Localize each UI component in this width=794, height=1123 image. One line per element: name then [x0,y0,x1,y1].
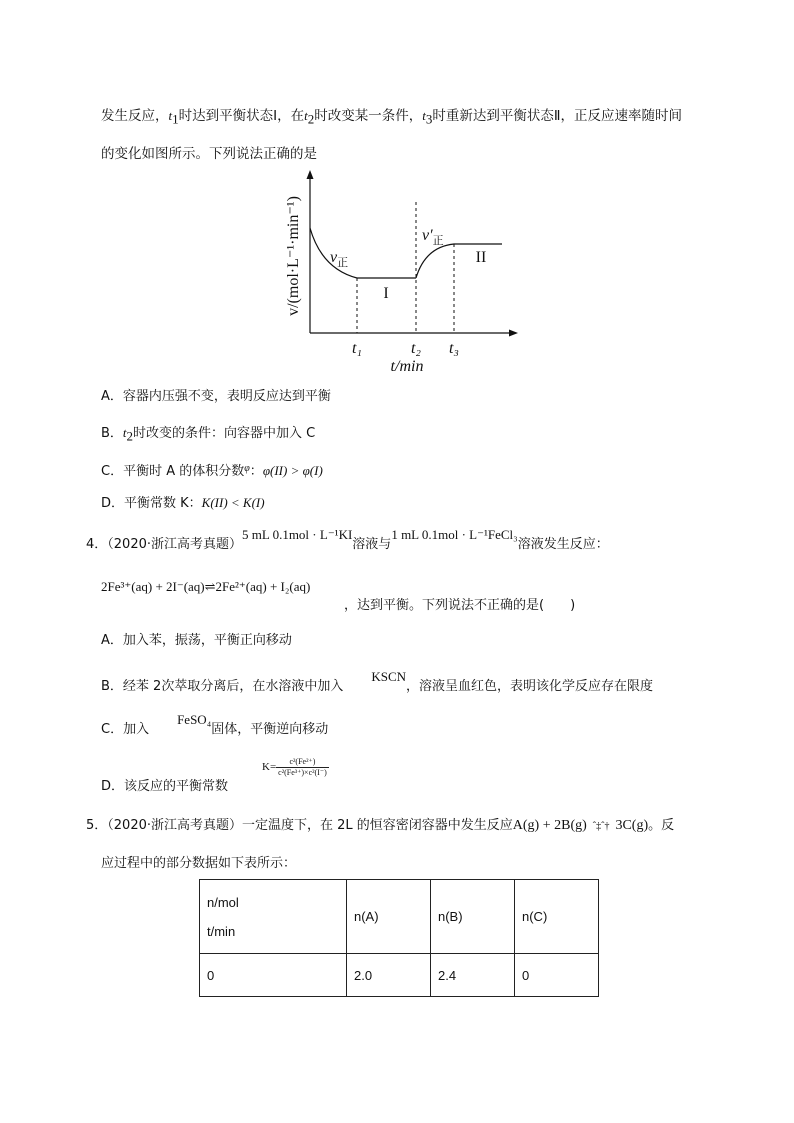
q5-stem-line2: 应过程中的部分数据如下表所示： [101,856,297,871]
table-header-cell: n(B) [431,880,515,954]
q4-option-c: C．加入FeSO₄固体，平衡逆向移动 [101,712,329,737]
q3-option-b: B．$t_2$时改变的条件：向容器中加入 C [101,425,316,444]
label-state-II: II [475,249,487,266]
q4-equation-tail: ，达到平衡。下列说法不正确的是( ) [344,598,576,613]
label-state-I: I [383,285,389,302]
label-v-prime-forward [422,227,444,247]
rate-time-graph [276,168,526,378]
label-v-sub: 正 [337,257,349,269]
tick-t2: t₂ [410,340,422,357]
table-header-cell: n(A) [347,880,431,954]
table-header-row [200,880,599,954]
tick-t1: t₁ [351,340,363,357]
q4-option-a: A．加入苯，振荡，平衡正向移动 [101,633,292,648]
forward-rate-curve-after [416,244,502,278]
q4-equation: 2Fe³⁺(aq) + 2I⁻(aq)⇌2Fe²⁺(aq) + I₂(aq) [101,579,311,594]
x-axis-label: t/min [390,358,424,375]
q5-stem-line1: 5．（2020·浙江高考真题）一定温度下，在 2L 的恒容密闭容器中发生反应A(g) + 2B(g) ˆ‡ˆ† 3C(g)。反 [86,818,675,833]
q3-option-d: D．平衡常数 K：K(II) < K(I) [101,495,265,511]
y-axis-label: v/(mol·L⁻¹·min⁻¹) [285,196,302,316]
table-corner-header: n/mol t/min [200,880,347,954]
k-fraction: $\frac{\text{c²(Fe²⁺)}}{\text{c²(Fe³⁺)×c²(I⁻)}}$ [278,757,327,777]
table-cell: 0 [200,954,347,997]
q3-option-a: A．容器内压强不变，表明反应达到平衡 [101,389,331,404]
forward-rate-curve-before [310,228,416,278]
q4-option-b: B．经苯 2次萃取分离后，在水溶液中加入KSCN，溶液呈血红色，表明该化学反应存在限度 [101,669,654,694]
x-axis-arrow [509,330,518,337]
y-axis-arrow [307,170,314,179]
q3-intro-line1: 发生反应，$t_1$时达到平衡状态Ⅰ，在$t_2$时改变某一条件，$t_3$时重新达到平衡状态Ⅱ，正反应速率随时间 [101,108,683,127]
tick-t3: t₃ [448,340,460,357]
q4-option-d: D．该反应的平衡常数 [101,779,229,794]
label-v-main: v [330,249,338,266]
label-vp-sub: 正 [432,235,444,247]
table-header-cell: n(C) [515,880,599,954]
q4-stem: 4．（2020·浙江高考真题）5 mL 0.1mol · L⁻¹KI溶液与1 mL 0.1mol · L⁻¹FeCl₃溶液发生反应： [86,527,609,552]
table-cell: 2.0 [347,954,431,997]
q5-data-table [199,879,599,997]
q3-option-c: C．平衡时 A 的体积分数$^\varphi$：φ(II) > φ(I) [101,463,323,479]
table-cell: 2.4 [431,954,515,997]
q4-k-expression: K= $\frac{\text{c²(Fe²⁺)}}{\text{c²(Fe³⁺)×c²(I⁻)}}$ [262,757,327,777]
table-row [200,954,599,997]
label-vp-main: v′ [422,227,433,244]
table-cell: 0 [515,954,599,997]
q3-intro-line2: 的变化如图所示。下列说法正确的是 [101,146,317,162]
